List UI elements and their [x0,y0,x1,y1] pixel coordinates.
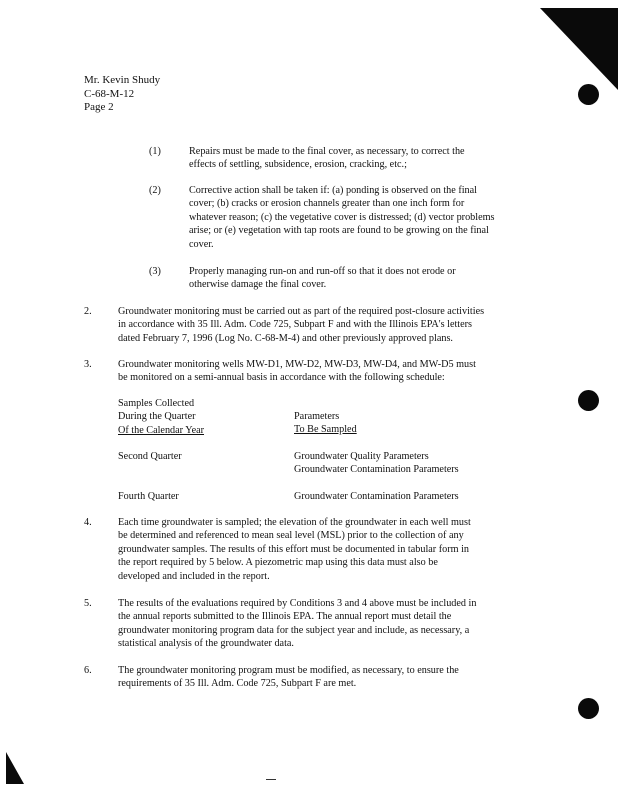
letter-header [84,74,160,115]
item-6-text: The groundwater monitoring program must be modified, as necessary, to ensure the requirements of 35 Ill. Adm. Code 725, Subpart F are met. [118,665,459,690]
item-5-text: The results of the evaluations required by Conditions 3 and 4 above must be included in the annual reports submitted to the Illinois EPA. The annual report must detail the groundwater monitoring program data for the subject year and include, as necessary, a statistical analysis of the groundwater data. [118,598,477,650]
item-2-number: 2. [84,306,92,317]
corner-fold-mark [540,8,618,90]
schedule-col2-header: Parameters To Be Sampled [294,411,357,436]
item-3-text: Groundwater monitoring wells MW-D1, MW-D2, MW-D3, MW-D4, and MW-D5 must be monitored on a semi-annual basis in accordance with the following schedule: [118,359,476,384]
reference-number: C-68-M-12 [84,87,135,100]
recipient-name: Mr. Kevin Shudy [84,74,161,86]
subitem-1-text: Repairs must be made to the final cover, as necessary, to correct the effects of settling, subsidence, erosion, cracking, etc.; [189,146,465,171]
schedule-row-quarter: Second Quarter [118,451,182,462]
page-dash-mark [266,779,276,780]
item-5-number: 5. [84,598,92,609]
item-6-number: 6. [84,665,92,676]
item-3-number: 3. [84,359,92,370]
schedule-col1-header: Samples Collected During the Quarter Of the Calendar Year [118,398,205,436]
corner-mark-bottom-left [6,752,24,784]
schedule-row-params: Groundwater Contamination Parameters [294,491,459,502]
subitem-2-text: Corrective action shall be taken if: (a) ponding is observed on the final cover; (b) cracks or erosion channels greater than one inch form for whatever reason; (c) the vegetative cover is distressed; (d) vector problems arise; or (e) vegetation with tap roots are found to be growing on the final cover. [189,185,495,250]
item-2-text: Groundwater monitoring must be carried out as part of the required post-closure activities in accordance with 35 Ill. Adm. Code 725, Subpart F and with the Illinois EPA's letters dated February 7, 1996 (Log No. C-68-M-4) and other previously approved plans. [118,306,485,344]
schedule-row-params: Groundwater Quality Parameters Groundwater Contamination Parameters [294,451,459,476]
subitem-3-number: (3) [149,266,161,277]
page-number: Page 2 [84,101,114,114]
subitem-3-text: Properly managing run-on and run-off so that it does not erode or otherwise damage the final cover. [189,266,456,291]
punch-hole-top [578,84,599,105]
item-4-text: Each time groundwater is sampled; the elevation of the groundwater in each well must be determined and referenced to mean seal level (MSL) prior to the collection of any groundwater samples. The results of this effort must be documented in tabular form in the report required by 5 below. A piezometric map using this data must also be developed and included in the report. [118,517,471,582]
punch-hole-middle [578,390,599,411]
schedule-row-quarter: Fourth Quarter [118,491,179,502]
subitem-2-number: (2) [149,185,161,196]
subitem-1-number: (1) [149,146,161,157]
punch-hole-bottom [578,698,599,719]
item-4-number: 4. [84,517,92,528]
